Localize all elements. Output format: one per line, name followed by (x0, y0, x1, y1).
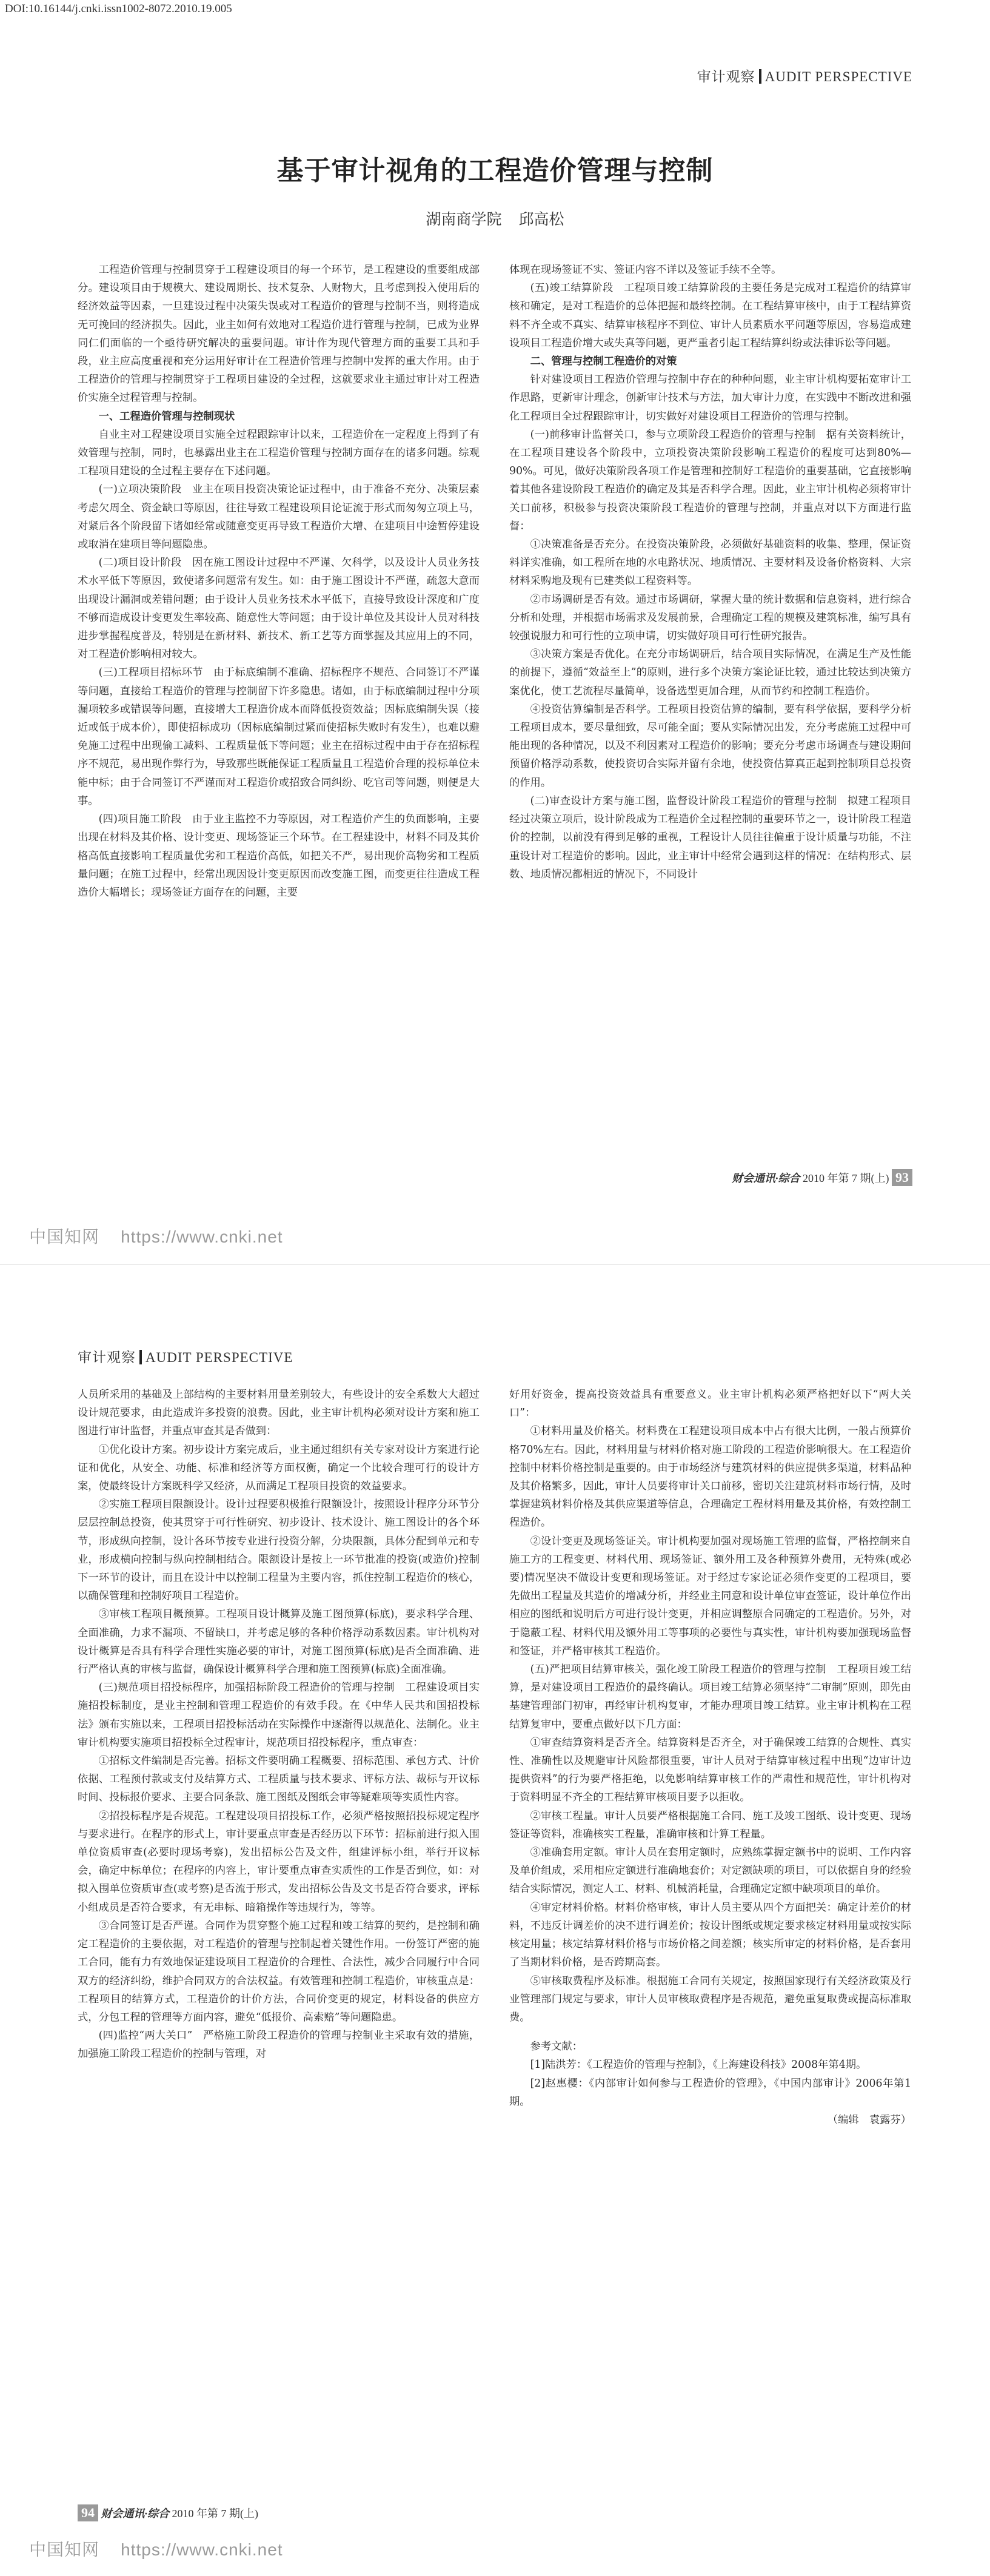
page2-right-column (509, 1386, 911, 2498)
page-separator (0, 1264, 990, 1265)
paragraph: ③合同签订是否严谨。合同作为贯穿整个施工过程和竣工结算的契约，是控制和确定工程造价的主要依据，对工程造价的管理与控制起着关键性作用。一份签订严密的施工合同，能有力有效地保证建设项目工程造价的合理性、合法性，减少合同履行中合同双方的经济纠纷，维护合同双方的合法权益。有效管理和控制工程造价，审核重点是：工程项目的结算方式，工程造价的计价方法，合同价变更的规定，材料设备的供应方式，分包工程的管理等方面内容，避免“低报价、高索赔”等问题隐患。 (78, 1919, 480, 2024)
page-number: 93 (892, 1169, 912, 1186)
reference-item: [2]赵惠樱：《内部审计如何参与工程造价的管理》，《中国内部审计》2006年第1期。 (509, 2077, 911, 2108)
paragraph: 体现在现场签证不实、签证内容不详以及签证手续不全等。 (509, 264, 782, 276)
running-header (697, 65, 912, 86)
paragraph: (五)竣工结算阶段 工程项目竣工结算阶段的主要任务是完成对工程造价的结算审核和确定，是对工程造价的总体把握和最终控制。在工程结算审核中，由于工程结算资料不齐全或不真实、结算审核程序不到位、审计人员素质水平问题等原因，容易造成建设项目工程造价增大或失真等问题，更严重者引起工程结算纠纷或法律诉讼等问题。 (509, 282, 911, 349)
paragraph: ④审定材料价格。材料价格审核，审计人员主要从四个方面把关：确定计差价的材料，不违反计调差价的决不进行调差价；按设计图纸或规定要求核定材料用量或按实际核定用量；核定结算材料价格与市场价格之间差额；核实所审定的材料价格，是否套用了当期材料价格，是否跨期高套。 (509, 1901, 911, 1969)
paragraph: ②审核工程量。审计人员要严格根据施工合同、施工及竣工图纸、设计变更、现场签证等资料，准确核实工程量，准确审核和计算工程量。 (509, 1810, 911, 1840)
paragraph: ①审查结算资料是否齐全。结算资料是否齐全，对于确保竣工结算的合规性、真实性、准确性以及规避审计风险都很重要，审计人员对于结算审核过程中出现“边审计边提供资料”的行为要严格拒绝，以免影响结算审核工作的严肃性和规范性，审计机构对于资料明显不齐全的工程结算审核项目要予以拒收。 (509, 1736, 911, 1804)
editor-note: （编辑 袁露芬） (827, 2113, 911, 2126)
watermark-2 (29, 2537, 283, 2561)
page-number: 94 (78, 2504, 98, 2521)
running-header (78, 1346, 293, 1366)
paragraph: ①材料用量及价格关。材料费在工程建设项目成本中占有很大比例，一般占预算价格70%左右。因此，材料用量与材料价格对施工阶段的工程造价影响很大。在工程造价控制中材料价格控制是重要的。由于市场经济与建筑材料的供应提供多渠道，材料品种及其价格繁多，因此，审计人员要将审计关口前移，密切关注建筑材料市场行情，及时掌握建筑材料价格及其供应渠道等信息，合理确定工程材料用量及其价格，有效控制工程造价。 (509, 1425, 911, 1529)
paragraph: ④投资估算编制是否科学。工程项目投资估算的编制，要有科学依据，要科学分析工程项目成本，要尽量细致，尽可能全面；要从实际情况出发，充分考虑施工过程中可能出现的各种情况，以及不利因素对工程造价的影响；要充分考虑市场调查与建设期间预留价格浮动系数，使投资切合实际并留有余地，使投资估算真正起到控制项目总投资的作用。 (509, 703, 911, 789)
watermark-1 (29, 1224, 283, 1248)
header-section-cn: 审计观察 (78, 1350, 136, 1365)
author-affiliation: 湖南商学院 (426, 210, 502, 228)
header-section-cn: 审计观察 (697, 69, 755, 84)
paragraph: ②市场调研是否有效。通过市场调研，掌握大量的统计数据和信息资料，进行综合分析和处理，并根据市场需求及发展前景，合理确定工程的规模及建筑标准，编写具有较强说服力和可行性的立项申请，切实做好项目可行性研究报告。 (509, 593, 911, 643)
reference-item: [1]陆洪芳：《工程造价的管理与控制》，《上海建设科技》2008年第4期。 (530, 2059, 867, 2071)
page-94 (0, 1316, 990, 2559)
header-divider (759, 69, 761, 84)
paragraph: ①决策准备是否充分。在投资决策阶段，必须做好基础资料的收集、整理，保证资料详实准确，如工程所在地的水电路状况、地质情况、主要材料及设备价格资料、大宗材料采购地及现有已建类似工程资料等。 (509, 538, 911, 588)
paragraph: 工程造价管理与控制贯穿于工程建设项目的每一个环节，是工程建设的重要组成部分。建设项目由于规模大、建设周期长、技术复杂、人财物大，且考虑到投入使用后的经济效益等因素，一旦建设过程中决策失误或对工程造价的管理与控制不当，则将造成无可挽回的经济损失。因此，业主如何有效地对工程造价进行管理与控制，已成为业界同仁们面临的一个亟待研究解决的重要问题。审计作为现代管理方面的重要工具和手段，业主应高度重视和充分运用好审计在工程造价管理与控制中发挥的重大作用。由于工程造价的管理与控制贯穿于工程项目建设的全过程，这就要求业主通过审计对工程造价实施全过程管理与控制。 (78, 264, 480, 404)
paragraph: ③审核工程项目概预算。工程项目设计概算及施工图预算(标底)，要求科学合理、全面准确，力求不漏项、不留缺口，并考虑足够的各种价格浮动系数因素。审计机构对设计概算是否具有科学合理性实施必要的审计，对施工图预算(标底)是否全面准确、进行严格认真的审核与监督，确保设计概算科学合理和施工图预算(标底)全面准确。 (78, 1608, 480, 1676)
paragraph: ②招投标程序是否规范。工程建设项目招投标工作，必须严格按照招投标规定程序与要求进行。在程序的形式上，审计要重点审查是否经历以下环节：招标前进行拟入围单位资质审查(必要时现场考察)，发出招标公告及文件，组建评标小组，举行开议标会，确定中标单位；在程序的内容上，审计要重点审查实质性的工作是否到位，如：对拟入围单位资质审查(或考察)是否流于形式，发出招标公告及文书是否符合要求，评标小组成员是否符合要求，有无串标、暗箱操作等违规行为，等等。 (78, 1810, 480, 1914)
references-title: 参考文献： (530, 2041, 583, 2053)
paragraph: 针对建设项目工程造价管理与控制中存在的种种问题，业主审计机构要拓宽审计工作思路，更新审计理念，创新审计技术与方法，加大审计力度，在实践中不断改进和强化工程项目全过程跟踪审计，切实做好对建设项目工程造价的管理与控制。 (509, 374, 911, 423)
author-line (0, 207, 990, 229)
footer-issue: 2010 年第 7 期(上) (172, 2507, 258, 2520)
paragraph: 自业主对工程建设项目实施全过程跟踪审计以来，工程造价在一定程度上得到了有效管理与控制，同时，也暴露出业主在工程造价管理与控制方面存在的诸多问题。综观工程项目建设的全过程主要存在下述问题。 (78, 428, 480, 478)
footer-issue: 2010 年第 7 期(上) (803, 1172, 889, 1184)
paragraph: 人员所采用的基础及上部结构的主要材料用量差别较大，有些设计的安全系数大大超过设计规范要求，由此造成许多投资的浪费。因此，业主审计机构必须对设计方案和施工图进行审计监督，并重点审查其是否做到： (78, 1389, 480, 1438)
section-heading-1: 一、工程造价管理与控制现状 (98, 410, 235, 423)
paragraph: (四)监控“两大关口” 严格施工阶段工程造价的管理与控制业主采取有效的措施，加强施工阶段工程造价的控制与管理，对 (78, 2030, 480, 2061)
paragraph: (四)项目施工阶段 由于业主监控不力等原因，对工程造价产生的负面影响，主要出现在材料及其价格、设计变更、现场签证三个环节。在工程建设中，材料不同及其价格高低直接影响工程质量优劣和工程造价高低，如把关不严，易出现价高物劣和工程质量问题；在施工过程中，经常出现因设计变更原因而改变施工图，而变更往往造成工程造价大幅增长；现场签证方面存在的问题，主要 (78, 813, 480, 899)
watermark-brand: 中国知网 (29, 2540, 100, 2559)
watermark-brand: 中国知网 (29, 1227, 100, 1246)
header-section-en: AUDIT PERSPECTIVE (145, 1350, 293, 1365)
paragraph: (一)前移审计监督关口，参与立项阶段工程造价的管理与控制 据有关资料统计，在工程项目建设各个阶段中，立项投资决策阶段影响工程造价的程度可达到80%—90%。可见，做好决策阶段各项工作是管理和控制好工程造价的重要基础，它直接影响着其他各建设阶段工程造价的确定及其是否科学合理。因此，业主审计机构必须将审计关口前移，积极参与投资决策阶段工程造价的管理与控制，并重点对以下方面进行监督： (509, 428, 911, 532)
section-heading-2: 二、管理与控制工程造价的对策 (530, 355, 677, 368)
paragraph: ③决策方案是否优化。在充分市场调研后，结合项目实际情况，在满足生产及性能的前提下，遵循“效益至上”的原则，进行多个决策方案论证比较，通过比较达到决策方案优化，使工艺流程尽量简单，设备选型更加合理，从而节约和控制工程造价。 (509, 648, 911, 697)
page2-left-column (78, 1386, 480, 2498)
author-name: 邱高松 (518, 210, 564, 228)
page1-footer (732, 1169, 912, 1186)
doi-line: DOI:10.16144/j.cnki.issn1002-8072.2010.19.005 (5, 2, 232, 15)
header-divider (139, 1350, 142, 1364)
paragraph: (二)项目设计阶段 因在施工图设计过程中不严谨、欠科学，以及设计人员业务技术水平低下等原因，致使诸多问题常有发生。如：由于施工图设计不严谨，疏忽大意而出现设计漏洞或差错问题；由于设计人员业务技术水平低下，直接导致设计深度和广度不够而造成设计变更发生率较高、随意性大等问题；由于设计单位及其设计人员对科技进步掌握程度普及，特别是在新材料、新技术、新工艺等方面掌握及其应用上的不同，对工程造价影响相对较大。 (78, 557, 480, 661)
paragraph: ②设计变更及现场签证关。审计机构要加强对现场施工管理的监督，严格控制来自施工方的工程变更、材料代用、现场签证、额外用工及各种预算外费用，无特殊(或必要)情况坚决不做设计变更和现场签证。对于经过专家论证必须作变更的工程项目，要先做出工程量及其造价的增减分析，并经业主同意和设计单位审查签证，设计单位作出相应的图纸和说明后方可进行设计变更，并相应调整原合同确定的工程造价。另外，对于隐蔽工程、材料代用及额外用工等事项的必要性与真实性，审计机构要加强现场监督和签证，并严格审核其工程造价。 (509, 1535, 911, 1657)
page1-right-column (509, 261, 911, 1158)
watermark-url[interactable]: https://www.cnki.net (121, 2540, 283, 2559)
paragraph: ②实施工程项目限额设计。设计过程要积极推行限额设计，按照设计程序分环节分层层控制总投资，使其贯穿于可行性研究、初步设计、技术设计、施工图设计的各个环节，形成纵向控制，设计各环节按专业进行投资分解，分块限额，具体分配到单元和专业，形成横向控制与纵向控制相结合。限额设计是按上一环节批准的投资(或造价)控制下一环节的设计，而且在设计中以控制工程量为主要内容，抓住控制工程造价的核心，以确保管理和控制好项目工程造价。 (78, 1498, 480, 1603)
paragraph: (五)严把项目结算审核关，强化竣工阶段工程造价的管理与控制 工程项目竣工结算，是对建设项目工程造价的最终确认。项目竣工结算必须坚持“二审制”原则，即先由基建管理部门初审，再经审计机构复审，才能办理项目竣工结算。业主审计机构在工程结算复审中，要重点做好以下几方面： (509, 1663, 911, 1731)
paragraph: (三)工程项目招标环节 由于标底编制不准确、招标程序不规范、合同签订不严谨等问题，直接给工程造价的管理与控制留下许多隐患。诸如，由于标底编制过程中分项漏项较多或错误等问题，直接增大工程造价成本而降低投资效益；因标底编制失误（接近或低于成本价），即使招标成功（因标底编制过紧而使招标失败时有发生），也难以避免施工过程中出现偷工减料、工程质量低下等问题；业主在招标过程中由于存在招标程序不规范，易出现作弊行为，导致那些既能保证工程质量且工程造价合理的投标单位未能中标；由于合同签订不严谨而对工程造价或招致合同纠纷、吃官司等问题，则便是大事。 (78, 666, 480, 807)
paragraph: ⑤审核取费程序及标准。根据施工合同有关规定，按照国家现行有关经济政策及行业管理部门规定与要求，审计人员审核取费程序是否规范，避免重复取费或提高标准取费。 (509, 1974, 911, 2024)
paragraph: 好用好资金，提高投资效益具有重要意义。业主审计机构必须严格把好以下“两大关口”： (509, 1389, 911, 1420)
footer-journal: 财会通讯·综合 (101, 2507, 169, 2520)
page-93 (0, 24, 990, 1231)
article-title: 基于审计视角的工程造价管理与控制 (276, 155, 714, 186)
paragraph: ①招标文件编制是否完善。招标文件要明确工程概要、招标范围、承包方式、计价依据、工程预付款或支付及结算方式、工程质量与技术要求、评标方法、裁标与开议标时间、投标报价要求、主要合同条款、施工图纸及图纸会审等疑难项等实质性内容。 (78, 1755, 480, 1804)
footer-journal: 财会通讯·综合 (732, 1172, 800, 1184)
paragraph: ①优化设计方案。初步设计方案完成后，业主通过组织有关专家对设计方案进行论证和优化，从安全、功能、标准和经济等方面权衡，确定一个比较合理可行的设计方案，使最终设计方案既科学又经济，从而满足工程项目投资的效益要求。 (78, 1443, 480, 1493)
paragraph: (一)立项决策阶段 业主在项目投资决策论证过程中，由于准备不充分、决策层素考虑欠周全、资金缺口等原因，往往导致工程建设项目论证流于形式而匆匆立项上马，对紧后各个阶段留下诸如经常或随意变更再导致工程造价大增、在建项目中途暂停建设或取消在建项目等问题隐患。 (78, 483, 480, 551)
page1-left-column (78, 261, 480, 1158)
page2-footer (78, 2504, 258, 2521)
paragraph: ③准确套用定额。审计人员在套用定额时，应熟练掌握定额书中的说明、工作内容及单价组成，采用相应定额进行准确地套价；对定额缺项的项目，可以依据自身的经验结合实际情况，测定人工、材料、机械消耗量，合理确定定额中缺项项目的单价。 (509, 1846, 911, 1896)
paragraph: (三)规范项目招投标程序，加强招标阶段工程造价的管理与控制 工程建设项目实施招投标制度，是业主控制和管理工程造价的有效手段。在《中华人民共和国招投标法》颁布实施以来，工程项目招投标活动在实际操作中逐渐得以规范化、法制化。业主审计机构要实施项目招投标全过程审计，规范项目招投标程序，重点审查： (78, 1682, 480, 1749)
watermark-url[interactable]: https://www.cnki.net (121, 1227, 283, 1246)
paragraph: (二)审查设计方案与施工图，监督设计阶段工程造价的管理与控制 拟建工程项目经过决策立项后，设计阶段成为工程造价全过程控制的重要环节之一，设计阶段工程造价的控制，以前没有得到足够的重视，工程设计人员往往偏重于设计质量与功能，不注重设计对工程造价的影响。因此，业主审计中经常会遇到这样的情况：在结构形式、层数、地质情况都相近的情况下，不同设计 (509, 794, 911, 880)
header-section-en: AUDIT PERSPECTIVE (764, 69, 912, 84)
